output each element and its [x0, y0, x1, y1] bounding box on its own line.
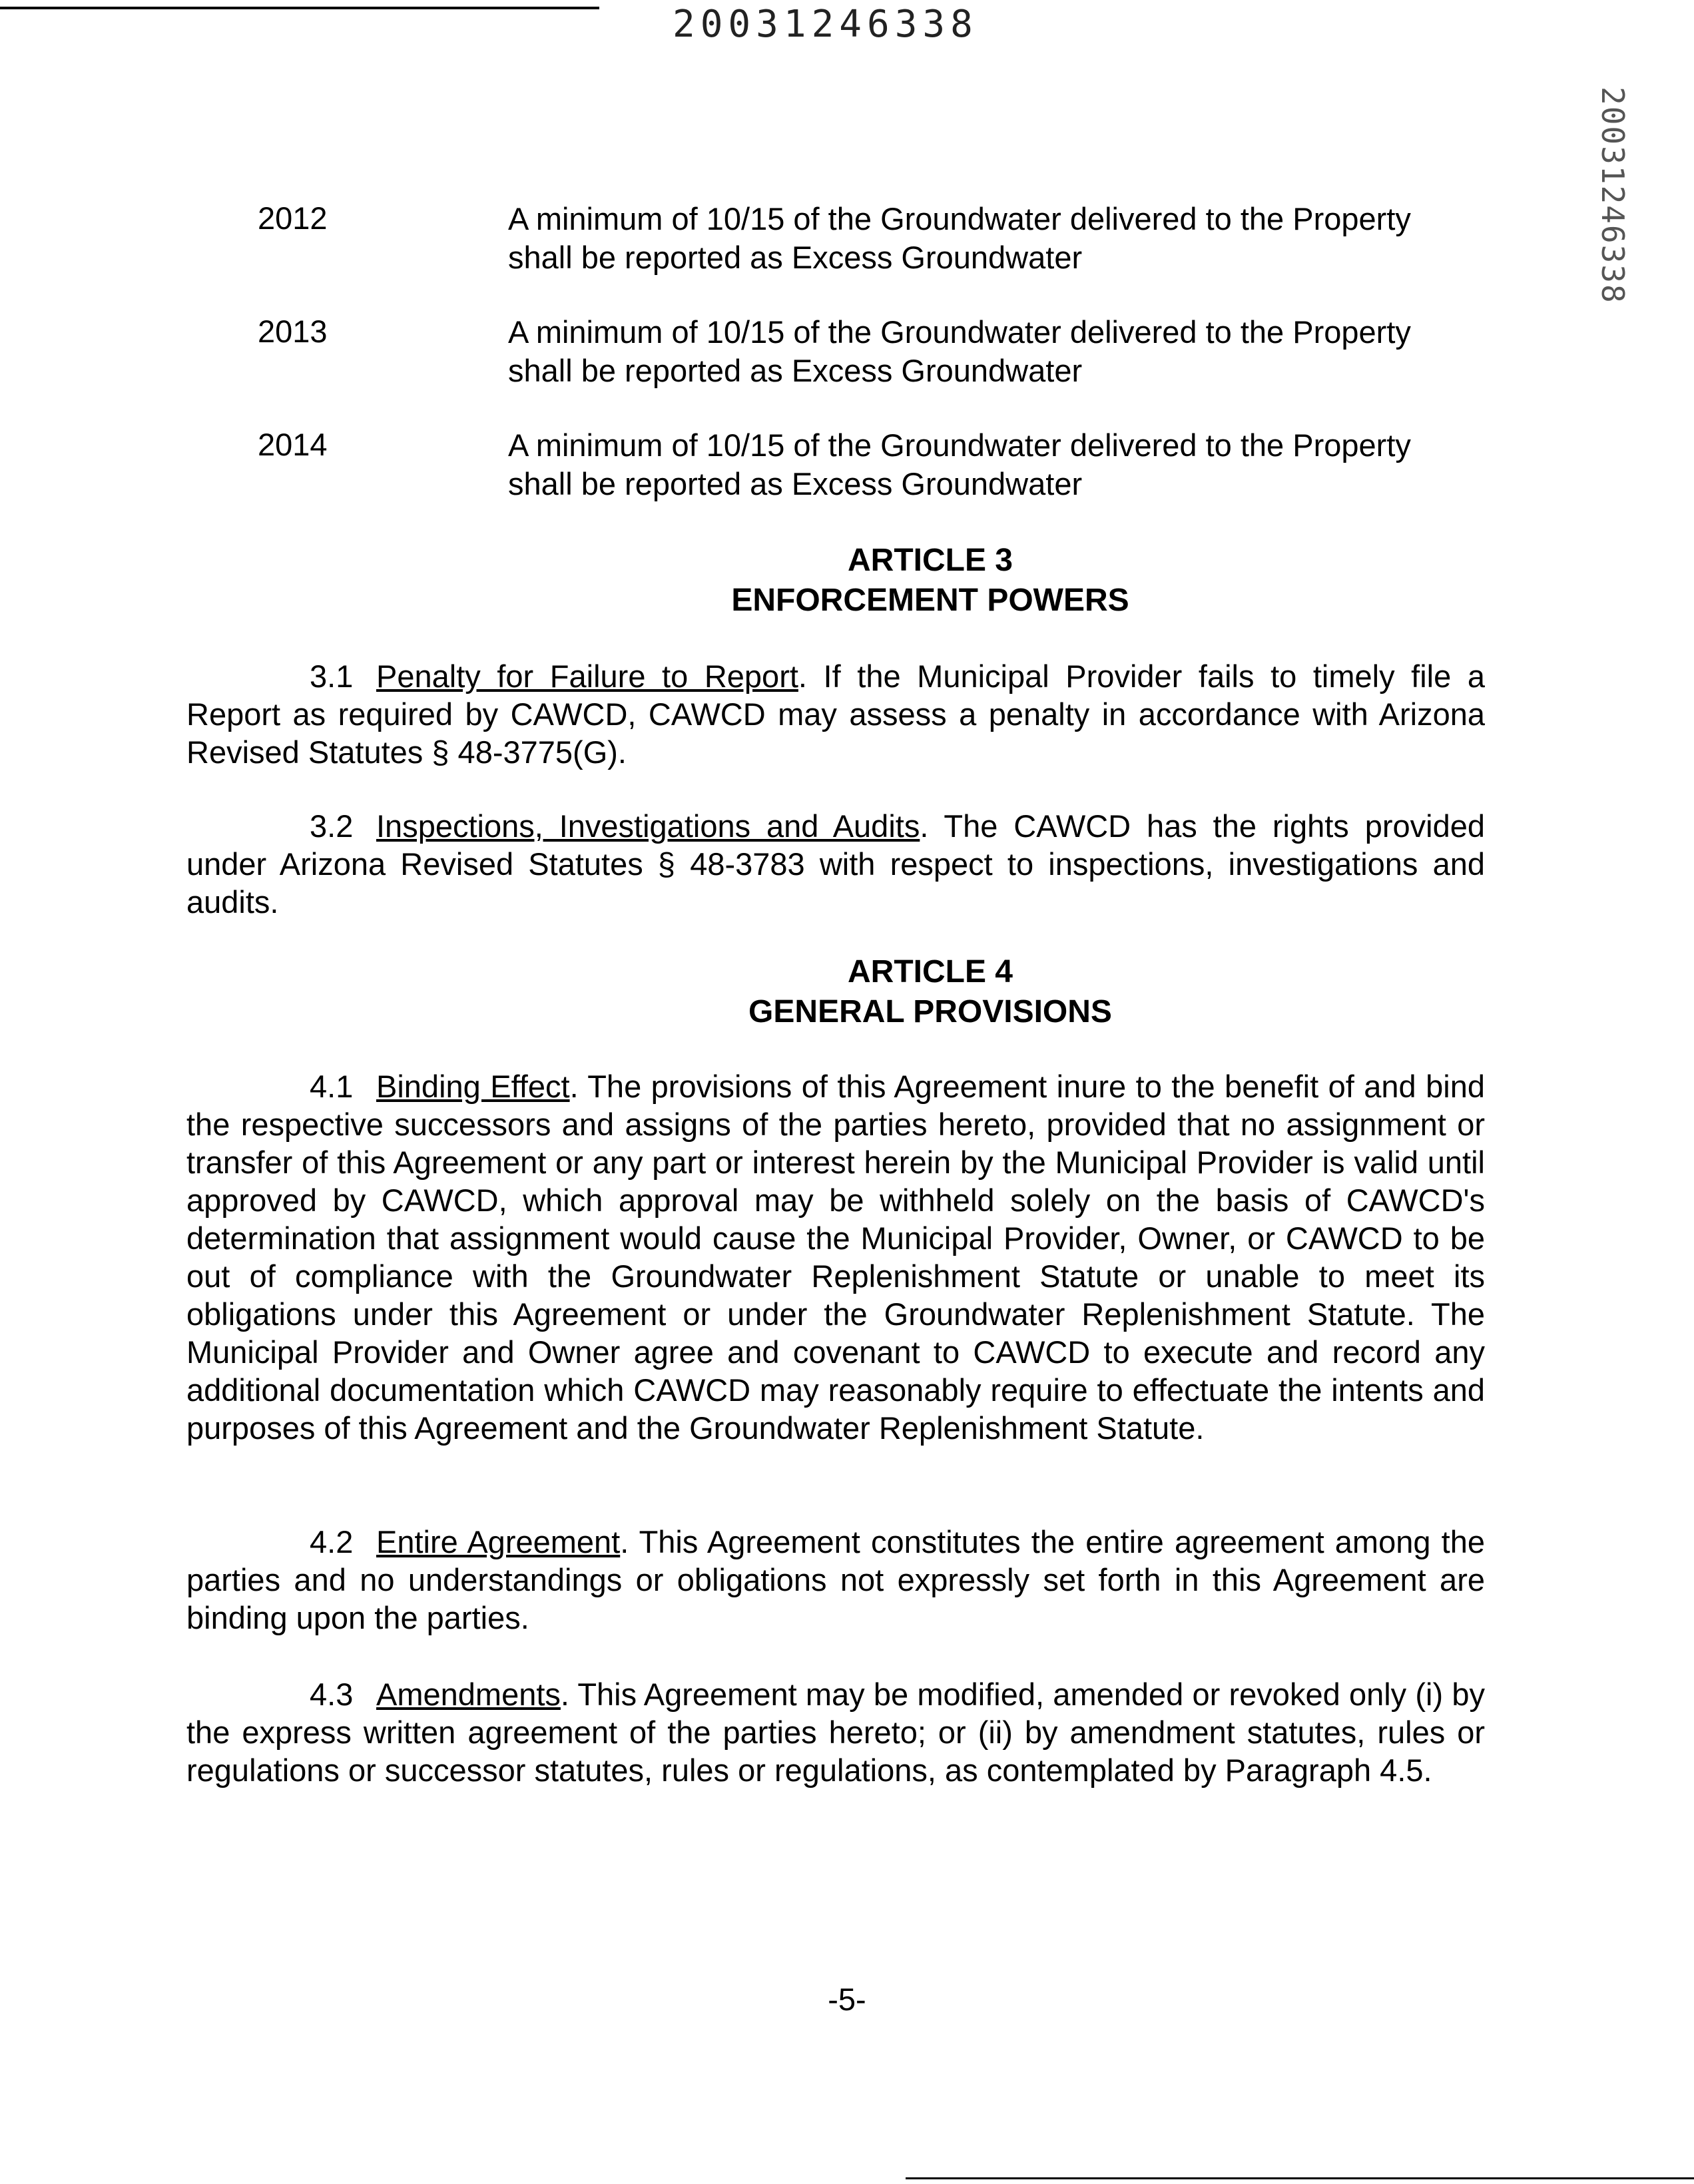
section-4-1	[186, 1067, 1485, 1447]
schedule-year: 2012	[258, 200, 328, 236]
section-title: Entire Agreement	[376, 1524, 621, 1559]
schedule-text	[508, 313, 1487, 390]
article-3-heading	[0, 541, 1694, 621]
section-text: . This Agreement constitutes the entire agreement among the parties and no understandings or obligations not expressly set forth in this Agreement are binding upon the parties.	[186, 1524, 1485, 1635]
schedule-year: 2013	[258, 314, 328, 349]
schedule-line: shall be reported as Excess Groundwater	[508, 466, 1083, 501]
article-title: ARTICLE 3	[847, 543, 1013, 578]
page-number: -5-	[828, 1982, 866, 2017]
schedule-line: shall be reported as Excess Groundwater	[508, 353, 1083, 388]
section-text: . The provisions of this Agreement inure to the benefit of and bind the respective successors and assigns of the parties hereto, provided that no assignment or transfer of this Agreement or any part or interest herein by the Municipal Provider is valid until approved by CAWCD, which approval may be withheld solely on the basis of CAWCD's determination that assignment would cause the Municipal Provider, Owner, or CAWCD to be out of compliance with the Groundwater Replenishment Statute or unable to meet its obligations under this Agreement or under the Groundwater Replenishment Statute. The Municipal Provider and Owner agree and covenant to CAWCD to execute and record any additional documentation which CAWCD may reasonably require to effectuate the intents and purposes of this Agreement and the Groundwater Replenishment Statute.	[186, 1069, 1485, 1446]
section-title: Inspections, Investigations and Audits	[376, 808, 920, 844]
section-title: Penalty for Failure to Report	[376, 659, 798, 694]
document-number: 20031246338	[673, 3, 978, 46]
schedule-line: shall be reported as Excess Groundwater	[508, 240, 1083, 275]
top-rule	[0, 7, 599, 9]
section-number: 4.1	[310, 1069, 354, 1104]
article-4-heading	[0, 952, 1694, 1032]
section-number: 3.2	[310, 808, 354, 844]
section-number: 3.1	[310, 659, 354, 694]
section-4-2	[186, 1523, 1485, 1637]
schedule-line: A minimum of 10/15 of the Groundwater delivered to the Property	[508, 201, 1411, 236]
section-4-3	[186, 1675, 1485, 1789]
section-number: 4.2	[310, 1524, 354, 1559]
section-title: Binding Effect	[376, 1069, 570, 1104]
schedule-year: 2014	[258, 427, 328, 462]
section-number: 4.3	[310, 1677, 354, 1712]
section-text: . The CAWCD has the rights provided under Arizona Revised Statutes § 48-3783 with respect to inspections, investigations and audits.	[186, 808, 1485, 920]
article-subtitle: ENFORCEMENT POWERS	[731, 583, 1129, 618]
schedule-text	[508, 200, 1487, 277]
article-title: ARTICLE 4	[847, 954, 1013, 989]
section-title: Amendments	[376, 1677, 561, 1712]
schedule-line: A minimum of 10/15 of the Groundwater delivered to the Property	[508, 314, 1411, 350]
schedule-line: A minimum of 10/15 of the Groundwater delivered to the Property	[508, 427, 1411, 463]
bottom-rule	[906, 2177, 1694, 2179]
section-text: . This Agreement may be modified, amended or revoked only (i) by the express written agreement of the parties hereto; or (ii) by amendment statutes, rules or regulations or successor statutes, rules or regulations, as contemplated by Paragraph 4.5.	[186, 1677, 1485, 1788]
schedule-text	[508, 426, 1487, 503]
article-subtitle: GENERAL PROVISIONS	[748, 994, 1112, 1029]
side-stamp: 20031246338	[1595, 87, 1631, 304]
section-3-2	[186, 807, 1485, 921]
section-text: . If the Municipal Provider fails to timely file a Report as required by CAWCD, CAWCD may assess a penalty in accordance with Arizona Revised Statutes § 48-3775(G).	[186, 659, 1485, 770]
section-3-1	[186, 657, 1485, 771]
